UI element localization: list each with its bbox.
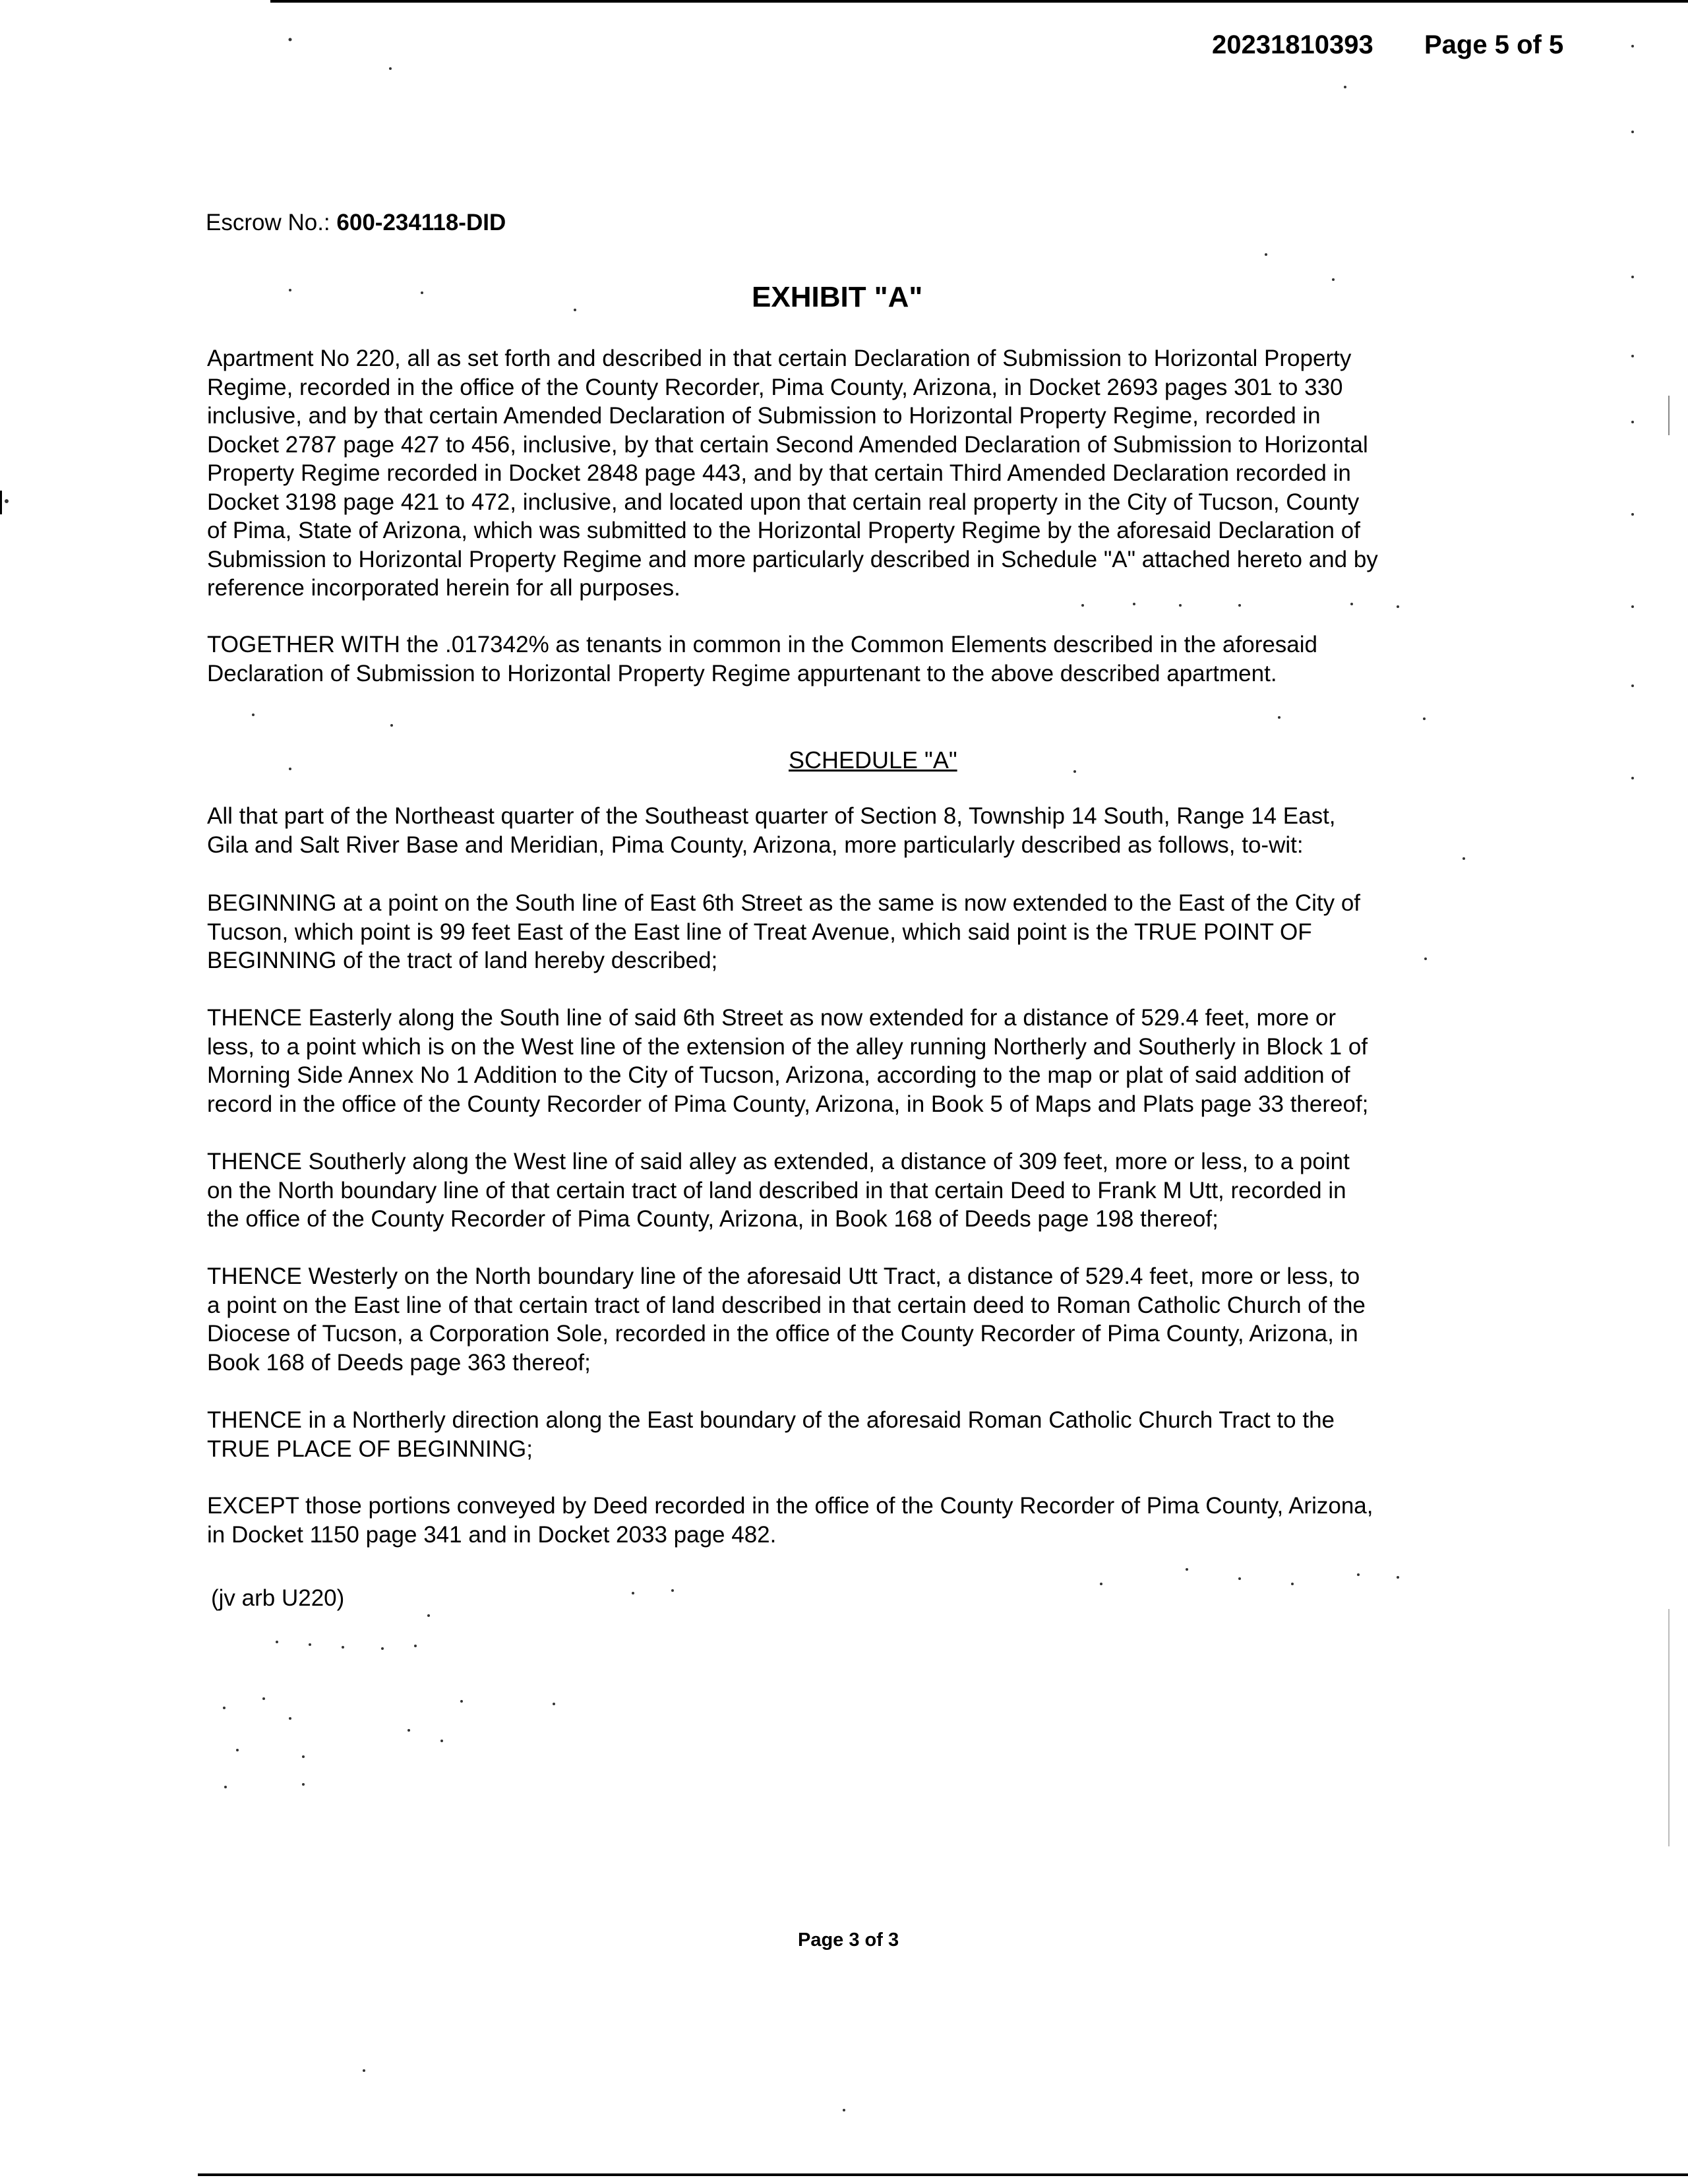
schedule-paragraph-except: EXCEPT those portions conveyed by Deed recorded in the office of the County Recorder of Pima County, Arizona, in Docket 1150 page 341 and in Docket 2033 page 482. [207, 1493, 1373, 1548]
schedule-paragraph-thence-easterly: THENCE Easterly along the South line of said 6th Street as now extended for a distance of 529.4 feet, more or less, to a point which is on the West line of the extension of the alley running Northerly and Southerly in Block 1 of Morning Side Annex No 1 Addition to the City of Tucson, Arizona, according to the map or plat of said addition of record in the office of the County Recorder of Pima County, Arizona, in Book 5 of Maps and Plats page 33 thereof; [207, 1005, 1369, 1117]
schedule-title: SCHEDULE "A" [789, 746, 957, 774]
escrow-number: 600-234118-DID [336, 210, 506, 235]
header-page-label: Page 5 of 5 [1424, 30, 1564, 59]
schedule-paragraph-thence-northerly: THENCE in a Northerly direction along the East boundary of the aforesaid Roman Catholic Church Tract to the TRUE PLACE OF BEGINNING; [207, 1407, 1335, 1462]
exhibit-paragraph-together-with: TOGETHER WITH the .017342% as tenants in common in the Common Elements described in the aforesaid Declaration of Submission to Horizontal Property Regime appurtenant to the above described apartment. [207, 632, 1318, 686]
reference-code: (jv arb U220) [211, 1585, 345, 1611]
footer-page-label: Page 3 of 3 [798, 1929, 899, 1951]
bottom-border-line [198, 2173, 1688, 2176]
schedule-paragraph-thence-southerly: THENCE Southerly along the West line of said alley as extended, a distance of 309 feet, more or less, to a point on the North boundary line of that certain tract of land described in that certain Deed to Frank M Utt, recorded in the office of the County Recorder of Pima County, Arizona, in Book 168 of Deeds page 198 thereof; [207, 1149, 1350, 1232]
exhibit-title: EXHIBIT "A" [752, 281, 923, 313]
recording-number: 20231810393 [1212, 30, 1373, 59]
schedule-paragraph-beginning: BEGINNING at a point on the South line of East 6th Street as the same is now extended to the East of the City of Tucson, which point is 99 feet East of the East line of Treat Avenue, which said point is the TRUE POINT OF BEGINNING of the tract of land hereby described; [207, 890, 1361, 973]
schedule-paragraph-intro: All that part of the Northeast quarter of the Southeast quarter of Section 8, Township 14 South, Range 14 East, Gila and Salt River Base and Meridian, Pima County, Arizona, more particularly described as follows, to-wit: [207, 803, 1336, 858]
schedule-paragraph-thence-westerly: THENCE Westerly on the North boundary line of the aforesaid Utt Tract, a distance of 529.4 feet, more or less, to a point on the East line of that certain tract of land described in that certain deed to Roman Catholic Church of the Diocese of Tucson, a Corporation Sole, recorded in the office of the County Recorder of Pima County, Arizona, in Book 168 of Deeds page 363 thereof; [207, 1263, 1366, 1376]
escrow-line [206, 210, 506, 236]
top-border-line [270, 0, 1688, 3]
exhibit-paragraph-apartment: Apartment No 220, all as set forth and described in that certain Declaration of Submission to Horizontal Property Regime, recorded in the office of the County Recorder, Pima County, Arizona, in Docket 2693 pages 301 to 330 inclusive, and by that certain Amended Declaration of Submission to Horizontal Property Regime, recorded in Docket 2787 page 427 to 456, inclusive, by that certain Second Amended Declaration of Submission to Horizontal Property Regime recorded in Docket 2848 page 443, and by that certain Third Amended Declaration recorded in Docket 3198 page 421 to 472, inclusive, and located upon that certain real property in the City of Tucson, County of Pima, State of Arizona, which was submitted to the Horizontal Property Regime by the aforesaid Declaration of Submission to Horizontal Property Regime and more particularly described in Schedule "A" attached hereto and by reference incorporated herein for all purposes. [207, 346, 1378, 601]
escrow-label: Escrow No.: [206, 210, 330, 235]
